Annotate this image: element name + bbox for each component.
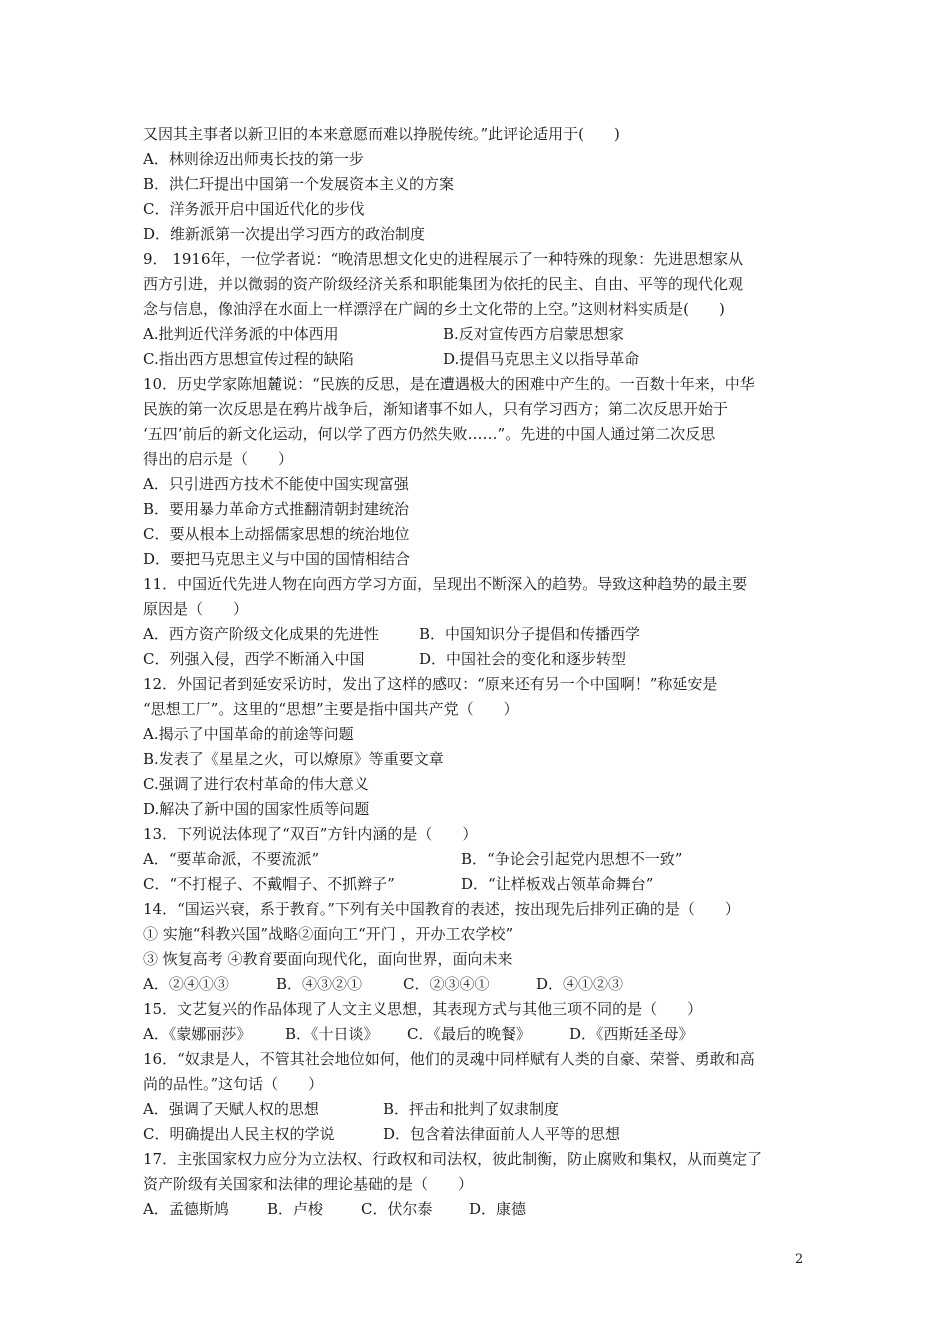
question-10-stem-line-4: 得出的启示是（ ） <box>143 450 294 468</box>
question-13-options-row-2 <box>143 872 813 897</box>
question-list <box>143 122 813 1222</box>
question-17-option-c: C．伏尔泰 <box>361 1200 433 1218</box>
question-12-stem-line-2: “思想工厂”。这里的“思想”主要是指中国共产党（ ） <box>143 700 519 718</box>
question-8-option-a: A．林则徐迈出师夷长技的第一步 <box>143 150 364 168</box>
question-14-option-c: C．②③④① <box>403 975 490 993</box>
question-9-options-row-2 <box>143 347 813 372</box>
question-16-options-row-2 <box>143 1122 813 1147</box>
question-11-option-a: A．西方资产阶级文化成果的先进性 <box>143 625 379 643</box>
question-8-option-b: B．洪仁玕提出中国第一个发展资本主义的方案 <box>143 175 455 193</box>
question-8-stem: 又因其主事者以新卫旧的本来意愿而难以挣脱传统。”此评论适用于( ) <box>143 125 620 143</box>
question-10-option-c: C．要从根本上动摇儒家思想的统治地位 <box>143 525 410 543</box>
question-12-stem-line-1: 12．外国记者到延安采访时，发出了这样的感叹：“原来还有另一个中国啊！”称延安是 <box>143 675 718 693</box>
question-9-option-b: B.反对宣传西方启蒙思想家 <box>443 325 624 343</box>
question-17-option-a: A．孟德斯鸠 <box>143 1200 229 1218</box>
question-15-options-row <box>143 1022 813 1047</box>
question-10-option-b: B．要用暴力革命方式推翻清朝封建统治 <box>143 500 410 518</box>
question-11-options-row-1 <box>143 622 813 647</box>
page-number: 2 <box>795 1252 804 1267</box>
question-16-option-d: D．包含着法律面前人人平等的思想 <box>383 1125 621 1143</box>
question-13-option-a: A．“要革命派，不要流派” <box>143 850 320 868</box>
question-10-stem-line-2: 民族的第一次反思是在鸦片战争后，渐知诸事不如人，只有学习西方；第二次反思开始于 <box>143 400 729 418</box>
question-11-stem-line-1: 11．中国近代先进人物在向西方学习方面，呈现出不断深入的趋势。导致这种趋势的最主要 <box>143 575 748 593</box>
question-15-option-c: C．《最后的晚餐》 <box>407 1025 531 1043</box>
question-17-stem-line-2: 资产阶级有关国家和法律的理论基础的是（ ） <box>143 1175 474 1193</box>
question-14-options-row <box>143 972 813 997</box>
question-11-stem-line-2: 原因是（ ） <box>143 600 249 618</box>
question-16-options-row-1 <box>143 1097 813 1122</box>
question-8-option-d: D．维新派第一次提出学习西方的政治制度 <box>143 225 426 243</box>
question-9-options-row-1 <box>143 322 813 347</box>
question-16-option-c: C．明确提出人民主权的学说 <box>143 1125 335 1143</box>
question-14-items-line-2: ③ 恢复高考 ④教育要面向现代化，面向世界，面向未来 <box>143 950 513 968</box>
question-13-option-c: C．“不打棍子、不戴帽子、不抓辫子” <box>143 875 395 893</box>
question-11-options-row-2 <box>143 647 813 672</box>
question-14-stem: 14．“国运兴衰，系于教育。”下列有关中国教育的表述，按出现先后排列正确的是（ ） <box>143 900 740 918</box>
question-17-options-row <box>143 1197 813 1222</box>
question-9-option-a: A.批判近代洋务派的中体西用 <box>143 325 339 343</box>
question-8-option-c: C．洋务派开启中国近代化的步伐 <box>143 200 365 218</box>
question-9-option-c: C.指出西方思想宣传过程的缺陷 <box>143 350 354 368</box>
question-10-stem-line-3: ‘五四’前后的新文化运动，何以学了西方仍然失败……”。先进的中国人通过第二次反思 <box>143 425 716 443</box>
question-12-option-d: D.解决了新中国的国家性质等问题 <box>143 800 370 818</box>
question-16-stem-line-2: 尚的品性。”这句话（ ） <box>143 1075 324 1093</box>
question-14-option-d: D．④①②③ <box>536 975 624 993</box>
question-11-option-d: D．中国社会的变化和逐步转型 <box>419 650 627 668</box>
question-10-stem-line-1: 10．历史学家陈旭麓说：“民族的反思，是在遭遇极大的困难中产生的。一百数十年来，中华 <box>143 375 755 393</box>
question-16-option-b: B．抨击和批判了奴隶制度 <box>383 1100 560 1118</box>
question-10-option-d: D．要把马克思主义与中国的国情相结合 <box>143 550 411 568</box>
question-12-option-b: B.发表了《星星之火，可以燎原》等重要文章 <box>143 750 444 768</box>
question-15-stem: 15．文艺复兴的作品体现了人文主义思想，其表现方式与其他三项不同的是（ ） <box>143 1000 703 1018</box>
question-14-items-line-1: ① 实施“科教兴国”战略②面向工“开门 ，开办工农学校” <box>143 925 514 943</box>
question-11-option-c: C．列强入侵，西学不断涌入中国 <box>143 650 365 668</box>
question-16-option-a: A．强调了天赋人权的思想 <box>143 1100 319 1118</box>
question-10-option-a: A．只引进西方技术不能使中国实现富强 <box>143 475 409 493</box>
question-15-option-a: A．《蒙娜丽莎》 <box>143 1025 252 1043</box>
question-17-option-b: B．卢梭 <box>267 1200 324 1218</box>
question-13-option-b: B．“争论会引起党内思想不一致” <box>461 850 683 868</box>
question-12-option-c: C.强调了进行农村革命的伟大意义 <box>143 775 369 793</box>
question-12-option-a: A.揭示了中国革命的前途等问题 <box>143 725 354 743</box>
question-9-stem-line-2: 西方引进，并以微弱的资产阶级经济关系和职能集团为依托的民主、自由、平等的现代化观 <box>143 275 744 293</box>
question-15-option-b: B．《十日谈》 <box>285 1025 379 1043</box>
question-9-stem-line-3: 念与信息，像油浮在水面上一样漂浮在广阔的乡土文化带的上空。”这则材料实质是( ) <box>143 300 725 318</box>
question-13-option-d: D．“让样板戏占领革命舞台” <box>461 875 654 893</box>
question-11-option-b: B．中国知识分子提倡和传播西学 <box>419 625 641 643</box>
question-17-option-d: D．康德 <box>469 1200 527 1218</box>
question-17-stem-line-1: 17．主张国家权力应分为立法权、行政权和司法权，彼此制衡，防止腐败和集权，从而奠定了 <box>143 1150 763 1168</box>
question-14-option-a: A．②④①③ <box>143 975 229 993</box>
question-15-option-d: D．《西斯廷圣母》 <box>569 1025 694 1043</box>
question-13-options-row-1 <box>143 847 813 872</box>
question-9-stem-line-1: 9． 1916年，一位学者说：“晚清思想文化史的进程展示了一种特殊的现象：先进思想家从 <box>143 250 744 268</box>
question-13-stem: 13．下列说法体现了“双百”方针内涵的是（ ） <box>143 825 478 843</box>
question-9-option-d: D.提倡马克思主义以指导革命 <box>443 350 640 368</box>
question-14-option-b: B．④③②① <box>276 975 363 993</box>
question-16-stem-line-1: 16．“奴隶是人，不管其社会地位如何，他们的灵魂中同样赋有人类的自豪、荣誉、勇敢和高 <box>143 1050 755 1068</box>
